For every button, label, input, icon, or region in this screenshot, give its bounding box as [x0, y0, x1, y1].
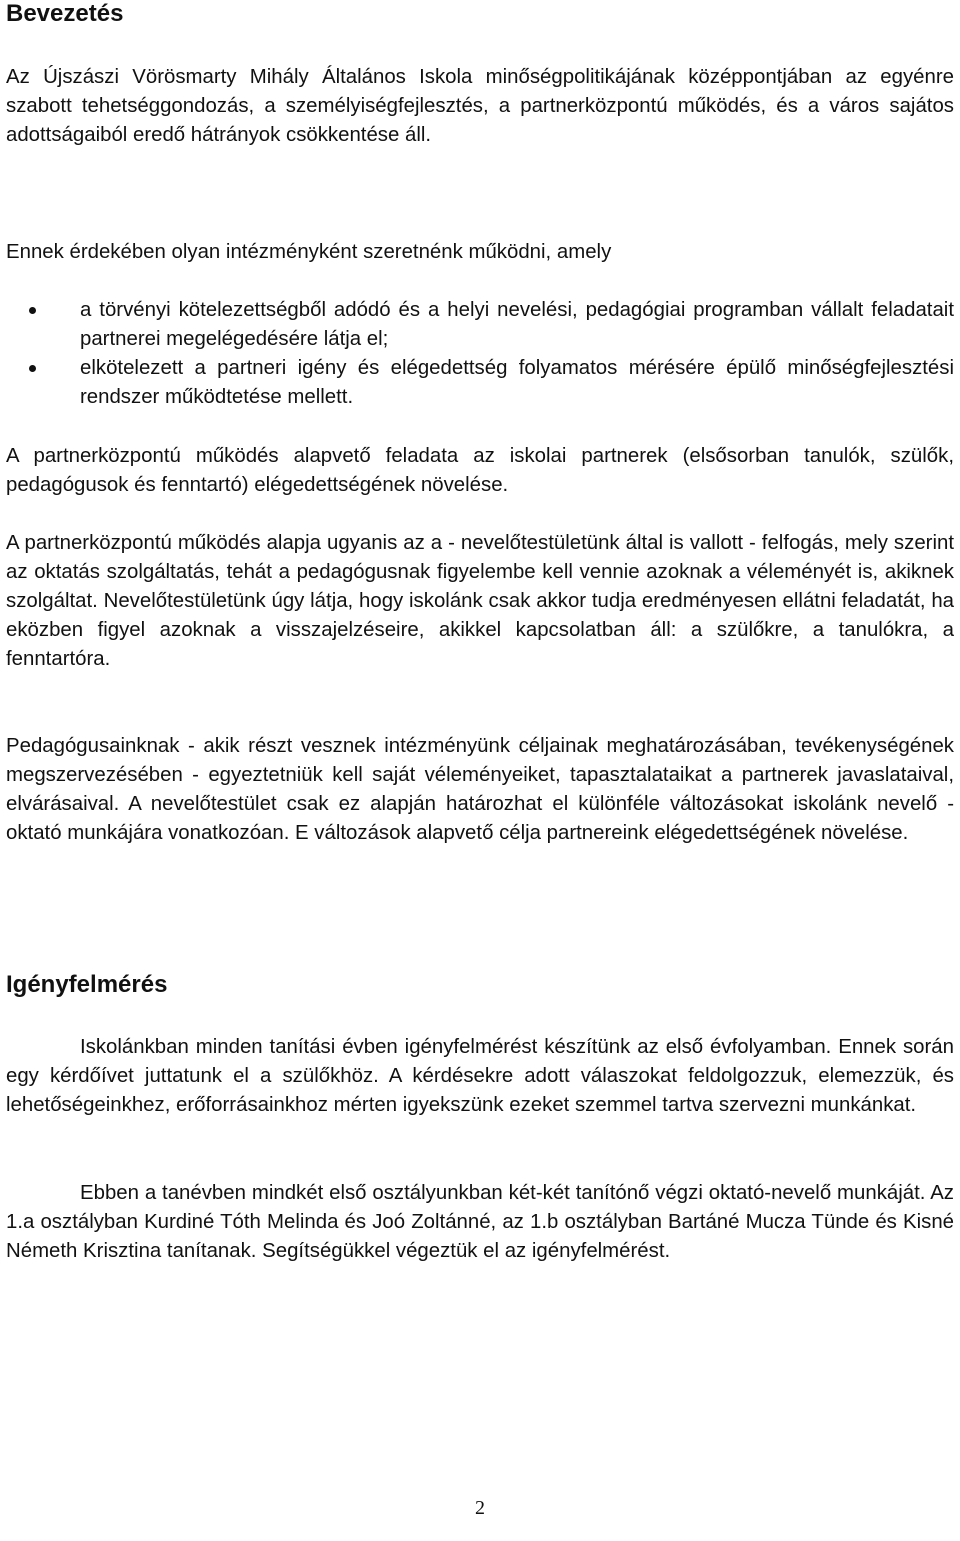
list-item	[0, 354, 954, 412]
partner-basis-paragraph: A partnerközpontú működés alapja ugyanis az a - nevelőtestületünk által is vallott - felfogás, mely szerint az oktatás szolgáltatás, tehát a pedagógusnak figyelembe kell vennie azoknak a véleményét is, akiknek szolgáltat. Nevelőtestületünk úgy látja, hogy iskolánk csak akkor tudja eredményesen ellátni feladatát, ha eközben figyel azoknak a visszajelzéseire, akikkel kapcsolatban áll: a szülőkre, a tanulókra, a fenntartóra.	[6, 532, 954, 670]
intro-paragraph: Az Újszászi Vörösmarty Mihály Általános Iskola minőségpolitikájának középpontjában az egyénre szabott tehetséggondozás, a személyiségfejlesztés, a partnerközpontú működés, és a város sajátos adottságaiból eredő hátrányok csökkentése áll.	[6, 66, 954, 146]
classes-paragraph: Ebben a tanévben mindkét első osztályunkban két-két tanítónő végzi oktató-nevelő munkáját. Az 1.a osztályban Kurdiné Tóth Melinda és Joó Zoltánné, az 1.b osztályban Bartáné Mucza Tünde és Kisné Németh Krisztina tanítanak. Segítségükkel végeztük el az igényfelmérést.	[6, 1182, 954, 1262]
bullet-icon	[29, 365, 36, 372]
section-heading-bevezetes: Bevezetés	[6, 0, 124, 27]
lead-paragraph: Ennek érdekében olyan intézményként szeretnénk működni, amely	[6, 241, 612, 263]
goals-bullet-list	[0, 296, 954, 412]
partner-task-paragraph: A partnerközpontú működés alapvető feladata az iskolai partnerek (elsősorban tanulók, szülők, pedagógusok és fenntartó) elégedettségének növelése.	[6, 445, 954, 496]
list-item-text: a törvényi kötelezettségből adódó és a helyi nevelési, pedagógiai programban vállalt feladatait partnerei megelégedésére látja el;	[80, 299, 954, 350]
list-item-text: elkötelezett a partneri igény és elégedettség folyamatos mérésére épülő minőségfejlesztési rendszer működtetése mellett.	[80, 357, 954, 408]
survey-paragraph: Iskolánkban minden tanítási évben igényfelmérést készítünk az első évfolyamban. Ennek során egy kérdőívet juttatunk el a szülőkhöz. A kérdésekre adott válaszokat feldolgozzuk, elemezzük, és lehetőségeinkhez, erőforrásainkhoz mérten igyekszünk ezeket szemmel tartva szervezni munkánkat.	[6, 1036, 954, 1116]
page-number: 2	[475, 1497, 485, 1519]
section-heading-igenyfelmeres: Igényfelmérés	[6, 971, 168, 998]
teachers-paragraph: Pedagógusainknak - akik részt vesznek intézményünk céljainak meghatározásában, tevékenységének megszervezésében - egyeztetniük kell saját véleményeiket, tapasztalataikat a partnerek javaslataival, elvárásaival. A nevelőtestület csak ez alapján határozhat el különféle változásokat iskolánk nevelő - oktató munkájára vonatkozóan. E változások alapvető célja partnereink elégedettségének növelése.	[6, 735, 954, 844]
bullet-icon	[29, 307, 36, 314]
list-item	[0, 296, 954, 354]
